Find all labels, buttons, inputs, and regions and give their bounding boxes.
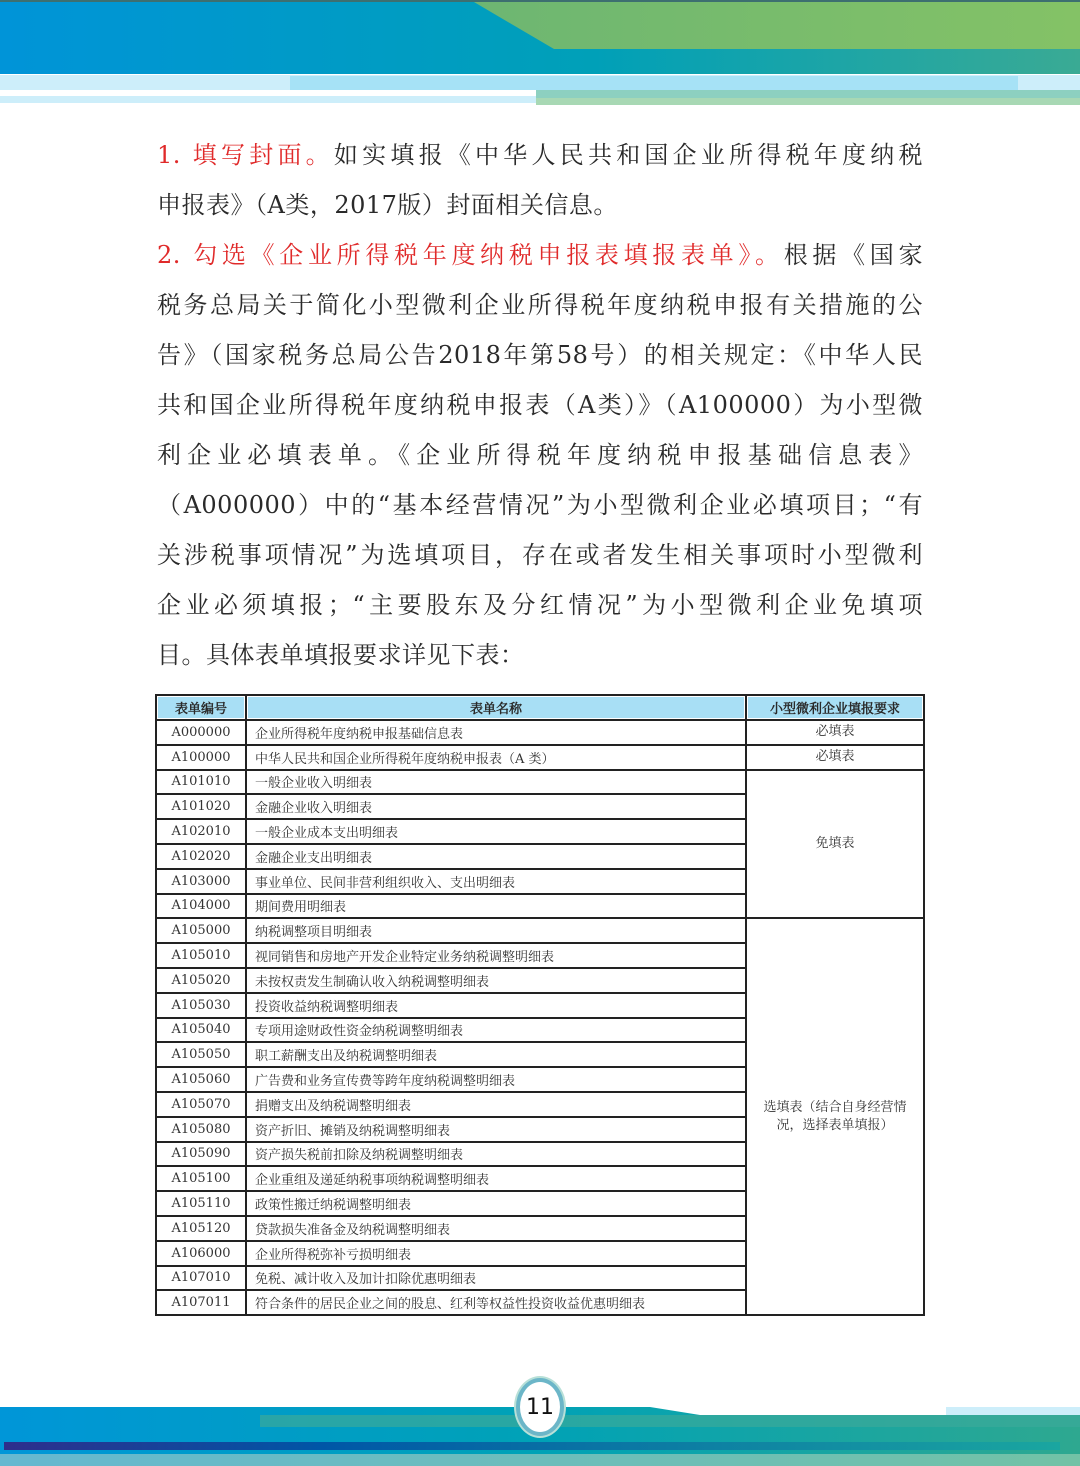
- form-name: 职工薪酬支出及纳税调整明细表: [246, 1042, 746, 1067]
- form-code: A105100: [156, 1166, 246, 1191]
- form-code: A105000: [156, 918, 246, 943]
- header-form-code: 表单编号: [156, 695, 246, 720]
- form-code: A100000: [156, 745, 246, 770]
- form-name: 政策性搬迁纳税调整明细表: [246, 1191, 746, 1216]
- form-code: A105110: [156, 1191, 246, 1216]
- text-line: [157, 330, 923, 380]
- form-name: 广告费和业务宣传费等跨年度纳税调整明细表: [246, 1067, 746, 1092]
- form-name: 纳税调整项目明细表: [246, 918, 746, 943]
- form-requirements-table: [155, 694, 925, 1316]
- form-name: 资产损失税前扣除及纳税调整明细表: [246, 1142, 746, 1167]
- requirement: 选填表（结合自身经营情况，选择表单填报）: [746, 918, 924, 1315]
- form-code: A105120: [156, 1216, 246, 1241]
- table-row: [156, 745, 924, 770]
- form-code: A105060: [156, 1067, 246, 1092]
- text-line: [157, 480, 923, 530]
- form-code: A107010: [156, 1266, 246, 1291]
- text-line: [157, 630, 923, 680]
- line-text: 目。具体表单填报要求详见下表：: [157, 641, 525, 669]
- text-line: [157, 580, 923, 630]
- line-text: 共和国企业所得税年度纳税申报表（A类）》（A100000）为小型微: [157, 391, 923, 419]
- step-heading: 1. 填写封面。: [157, 141, 334, 169]
- form-code: A105050: [156, 1042, 246, 1067]
- form-code: A000000: [156, 720, 246, 745]
- line-text: （A000000）中的“基本经营情况”为小型微利企业必填项目；“有: [157, 491, 923, 519]
- text-line: [157, 380, 923, 430]
- line-text: 根据《国家: [783, 241, 923, 269]
- line-text: 如实填报《中华人民共和国企业所得税年度纳税: [333, 141, 923, 169]
- requirement: 免填表: [746, 770, 924, 919]
- form-name: 投资收益纳税调整明细表: [246, 993, 746, 1018]
- form-code: A105020: [156, 968, 246, 993]
- form-code: A101020: [156, 794, 246, 819]
- form-name: 资产折旧、摊销及纳税调整明细表: [246, 1117, 746, 1142]
- form-code: A102020: [156, 844, 246, 869]
- form-name: 一般企业收入明细表: [246, 770, 746, 795]
- form-code: A102010: [156, 819, 246, 844]
- form-name: 符合条件的居民企业之间的股息、红利等权益性投资收益优惠明细表: [246, 1290, 746, 1315]
- form-name: 一般企业成本支出明细表: [246, 819, 746, 844]
- text-line: [157, 530, 923, 580]
- form-name: 未按权责发生制确认收入纳税调整明细表: [246, 968, 746, 993]
- line-text: 告》（国家税务总局公告2018年第58号）的相关规定：《中华人民: [157, 341, 923, 369]
- line-text: 税务总局关于简化小型微利企业所得税年度纳税申报有关措施的公: [157, 291, 923, 319]
- form-code: A105070: [156, 1092, 246, 1117]
- form-name: 专项用途财政性资金纳税调整明细表: [246, 1018, 746, 1043]
- form-name: 企业所得税年度纳税申报基础信息表: [246, 720, 746, 745]
- text-line: [157, 230, 923, 280]
- form-name: 企业所得税弥补亏损明细表: [246, 1241, 746, 1266]
- form-code: A101010: [156, 770, 246, 795]
- form-name: 期间费用明细表: [246, 894, 746, 919]
- form-name: 贷款损失准备金及纳税调整明细表: [246, 1216, 746, 1241]
- form-name: 金融企业收入明细表: [246, 794, 746, 819]
- form-code: A105040: [156, 1018, 246, 1043]
- form-code: A103000: [156, 869, 246, 894]
- form-name: 事业单位、民间非营利组织收入、支出明细表: [246, 869, 746, 894]
- table-row: [156, 918, 924, 943]
- requirement: 必填表: [746, 745, 924, 770]
- form-name: 捐赠支出及纳税调整明细表: [246, 1092, 746, 1117]
- line-text: 企业必须填报；“主要股东及分红情况”为小型微利企业免填项: [157, 591, 923, 619]
- paragraph-2: [157, 230, 923, 680]
- page-number: 11: [516, 1378, 564, 1436]
- form-code: A104000: [156, 894, 246, 919]
- form-name: 中华人民共和国企业所得税年度纳税申报表（A 类）: [246, 745, 746, 770]
- header-banner: [0, 0, 1080, 110]
- text-line: [157, 180, 923, 230]
- form-name: 企业重组及递延纳税事项纳税调整明细表: [246, 1166, 746, 1191]
- form-code: A107011: [156, 1290, 246, 1315]
- form-code: A105080: [156, 1117, 246, 1142]
- text-line: [157, 130, 923, 180]
- form-code: A105010: [156, 943, 246, 968]
- header-form-name: 表单名称: [246, 695, 746, 720]
- paragraph-1: [157, 130, 923, 230]
- table-row: [156, 770, 924, 795]
- text-line: [157, 280, 923, 330]
- form-name: 视同销售和房地产开发企业特定业务纳税调整明细表: [246, 943, 746, 968]
- table-header-row: [156, 695, 924, 720]
- form-name: 金融企业支出明细表: [246, 844, 746, 869]
- table-row: [156, 720, 924, 745]
- form-code: A105030: [156, 993, 246, 1018]
- form-code: A106000: [156, 1241, 246, 1266]
- requirement: 必填表: [746, 720, 924, 745]
- form-name: 免税、减计收入及加计扣除优惠明细表: [246, 1266, 746, 1291]
- line-text: 关涉税事项情况”为选填项目，存在或者发生相关事项时小型微利: [157, 541, 923, 569]
- header-requirement: 小型微利企业填报要求: [746, 695, 924, 720]
- line-text: 利企业必填表单。《企业所得税年度纳税申报基础信息表》: [157, 441, 923, 469]
- form-code: A105090: [156, 1142, 246, 1167]
- text-line: [157, 430, 923, 480]
- step-heading: 2. 勾选《企业所得税年度纳税申报表填报表单》。: [157, 241, 784, 269]
- line-text: 申报表》（A类，2017版）封面相关信息。: [157, 191, 618, 219]
